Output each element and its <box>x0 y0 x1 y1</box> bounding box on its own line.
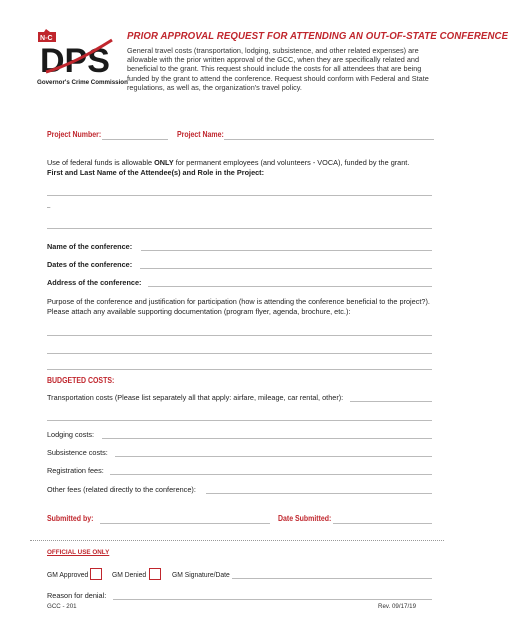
other-fees-field[interactable] <box>206 493 432 494</box>
project-number-label: Project Number: <box>47 130 102 139</box>
project-name-label: Project Name: <box>177 130 224 139</box>
attendee-line-2[interactable] <box>47 228 432 229</box>
project-number-field[interactable] <box>102 139 168 140</box>
attendee-value: – <box>47 205 51 211</box>
gm-denied-label: GM Denied <box>112 570 147 579</box>
official-use-heading: OFFICIAL USE ONLY <box>47 549 110 556</box>
conference-address-field[interactable] <box>148 286 432 287</box>
conference-address-label: Address of the conference: <box>47 278 142 287</box>
budgeted-costs-heading: BUDGETED COSTS: <box>47 376 115 385</box>
project-name-field[interactable] <box>224 139 434 140</box>
subsistence-field[interactable] <box>115 456 432 457</box>
intro-paragraph: General travel costs (transportation, lodging, subsistence, and other related expenses) are allowable with the prior written approval of the GCC, when they are specifically related and beneficial to the grant. This request should include the costs for all attendees that are being funded by the grant to attend the conference. Request should conform with Federal and State regulations, as well as, the organization's travel policy. <box>127 46 429 92</box>
conference-dates-field[interactable] <box>140 268 432 269</box>
transportation-field[interactable] <box>350 401 432 402</box>
conference-dates-label: Dates of the conference: <box>47 260 133 269</box>
submitted-by-label: Submitted by: <box>47 514 94 523</box>
submitted-by-field[interactable] <box>100 523 270 524</box>
logo-caption: Governor's Crime Commission <box>37 79 128 86</box>
gm-approved-checkbox[interactable] <box>90 568 102 580</box>
lodging-field[interactable] <box>102 438 432 439</box>
attendee-line-1[interactable] <box>47 195 432 196</box>
purpose-label: Purpose of the conference and justification for participation (how is attending the conference beneficial to the project?). Please attach any available supporting documentation (program flyer, agenda, brochure, etc.): <box>47 297 430 316</box>
other-fees-label: Other fees (related directly to the conference): <box>47 485 196 494</box>
official-divider <box>30 540 444 541</box>
funds-text-bold: ONLY <box>154 158 174 167</box>
subsistence-label: Subsistence costs: <box>47 448 108 457</box>
purpose-line-3[interactable] <box>47 369 432 370</box>
conference-name-field[interactable] <box>141 250 432 251</box>
funds-notice <box>47 158 409 167</box>
denial-reason-label: Reason for denial: <box>47 591 107 600</box>
gm-denied-checkbox[interactable] <box>149 568 161 580</box>
revision-date: Rev. 09/17/19 <box>378 603 417 610</box>
date-submitted-label: Date Submitted: <box>278 514 332 523</box>
transportation-label: Transportation costs (Please list separately all that apply: airfare, mileage, car rental, other): <box>47 393 344 402</box>
funds-text-after: for permanent employees (and volunteers - VOCA), funded by the grant. <box>173 158 410 167</box>
purpose-line-2[interactable] <box>47 353 432 354</box>
dps-logo-mark <box>34 26 128 88</box>
funds-text-before: Use of federal funds is allowable <box>47 158 155 167</box>
dps-logo <box>34 26 128 88</box>
conference-name-text: Name of the conference <box>47 242 130 251</box>
logo-mark-text: DPS <box>40 42 110 80</box>
registration-label: Registration fees: <box>47 466 104 475</box>
form-title: PRIOR APPROVAL REQUEST FOR ATTENDING AN OUT-OF-STATE CONFERENCE <box>127 30 508 42</box>
denial-reason-field[interactable] <box>113 599 432 600</box>
gm-signature-label: GM Signature/Date <box>172 570 230 579</box>
form-id: GCC - 201 <box>47 603 77 610</box>
gm-signature-field[interactable] <box>232 578 432 579</box>
registration-field[interactable] <box>110 474 432 475</box>
date-submitted-field[interactable] <box>333 523 432 524</box>
transportation-line-2[interactable] <box>47 420 432 421</box>
attendee-label: First and Last Name of the Attendee(s) and Role in the Project: <box>47 168 265 177</box>
logo-badge: N◦C <box>40 35 53 42</box>
gm-approved-label: GM Approved <box>47 570 89 579</box>
conference-name-label: Name of the conference: <box>47 242 133 251</box>
purpose-line-1[interactable] <box>47 335 432 336</box>
lodging-label: Lodging costs: <box>47 430 95 439</box>
